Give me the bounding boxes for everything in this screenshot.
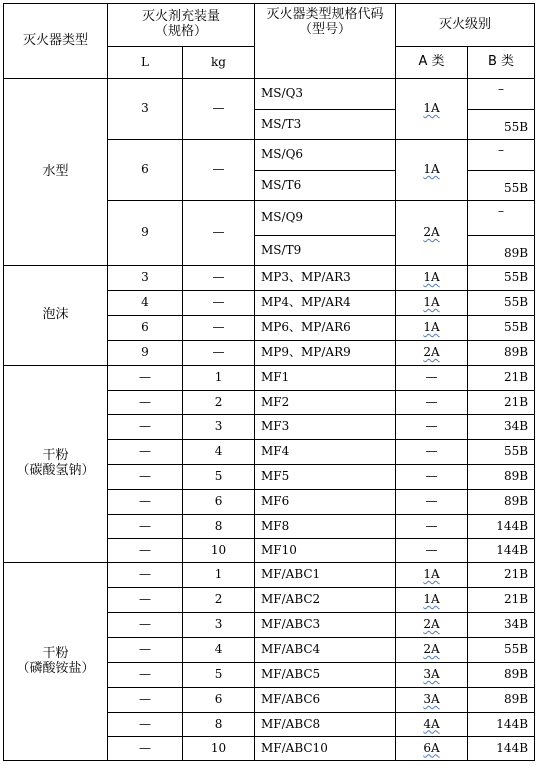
cell-kg: —: [183, 316, 255, 341]
cell-l: —: [108, 515, 183, 539]
cell-code: MF10: [255, 539, 396, 563]
cell-class-b: 144B: [468, 515, 535, 539]
cell-class-b: –: [468, 201, 535, 236]
cell-class-b: 21B: [468, 588, 535, 613]
extinguisher-table: [3, 3, 535, 761]
cell-class-a-text: 2A: [423, 617, 440, 632]
cell-l: —: [108, 638, 183, 663]
cell-l: 6: [108, 140, 183, 201]
cell-class-a-text: 6A: [423, 740, 440, 755]
cell-class-b: 55B: [468, 316, 535, 341]
cell-class-a: —: [396, 515, 468, 539]
cell-class-b: –: [468, 79, 535, 110]
cell-class-b: 34B: [468, 613, 535, 638]
cell-l: 9: [108, 201, 183, 266]
cell-class-a-text: 1A: [423, 270, 440, 285]
cell-class-b: 89B: [468, 688, 535, 713]
cell-l: 6: [108, 316, 183, 341]
cell-code: MS/Q9: [255, 201, 396, 236]
cell-class-b: 21B: [468, 391, 535, 415]
cell-class-a-text: 1A: [423, 295, 440, 310]
cell-kg: —: [183, 341, 255, 366]
header-code-title: 灭火器类型规格代码: [266, 7, 384, 22]
cell-kg: 2: [183, 588, 255, 613]
cell-l: 9: [108, 341, 183, 366]
cell-kg: 6: [183, 490, 255, 515]
cell-l: 4: [108, 291, 183, 316]
cell-class-b: 144B: [468, 539, 535, 563]
cell-code: MF2: [255, 391, 396, 415]
cell-code: MF/ABC2: [255, 588, 396, 613]
cell-class-a-text: 1A: [423, 101, 440, 116]
cell-class-a-text: 3A: [423, 692, 440, 707]
cell-code: MF/ABC6: [255, 688, 396, 713]
header-unit-kg: kg: [183, 47, 255, 79]
cell-class-a: [396, 266, 468, 291]
cell-code: MF6: [255, 490, 396, 515]
header-unit-l: L: [108, 47, 183, 79]
cell-l: 3: [108, 79, 183, 140]
cell-class-a: —: [396, 465, 468, 490]
cell-code: MP9、MP/AR9: [255, 341, 396, 366]
category-powder-bc-line-1: 干粉: [42, 448, 69, 464]
cell-kg: 4: [183, 440, 255, 465]
cell-l: —: [108, 737, 183, 761]
cell-class-a: —: [396, 490, 468, 515]
cell-class-a-text: 2A: [423, 642, 440, 657]
category-foam: 泡沫: [4, 266, 108, 366]
cell-kg: 4: [183, 638, 255, 663]
cell-class-a-text: 2A: [423, 225, 440, 240]
cell-l: 3: [108, 266, 183, 291]
cell-class-b: 21B: [468, 563, 535, 588]
cell-class-a-text: 1A: [423, 320, 440, 335]
cell-code: MF/ABC10: [255, 737, 396, 761]
cell-class-b: 55B: [468, 440, 535, 465]
cell-class-a: —: [396, 440, 468, 465]
cell-class-a: —: [396, 391, 468, 415]
cell-code: MF5: [255, 465, 396, 490]
table-row: [4, 79, 535, 110]
cell-code: MF8: [255, 515, 396, 539]
cell-class-a-text: 1A: [423, 567, 440, 582]
header-class-a: A 类: [396, 47, 468, 79]
cell-kg: 10: [183, 737, 255, 761]
header-row-1: [4, 4, 535, 47]
cell-class-b: 55B: [468, 266, 535, 291]
cell-code: MS/Q3: [255, 79, 396, 110]
category-powder-abc: [4, 563, 108, 761]
cell-kg: 5: [183, 663, 255, 688]
cell-l: —: [108, 366, 183, 391]
cell-class-a: [396, 291, 468, 316]
cell-l: —: [108, 415, 183, 440]
cell-class-b: 55B: [468, 638, 535, 663]
cell-l: —: [108, 391, 183, 415]
cell-code: MP4、MP/AR4: [255, 291, 396, 316]
cell-code: MF/ABC8: [255, 713, 396, 737]
cell-class-a: [396, 688, 468, 713]
cell-code: MF/ABC5: [255, 663, 396, 688]
cell-class-a: —: [396, 415, 468, 440]
cell-kg: —: [183, 140, 255, 201]
cell-class-b: 55B: [468, 171, 535, 201]
category-powder-bc: [4, 366, 108, 563]
cell-class-b: –: [468, 140, 535, 171]
cell-l: —: [108, 563, 183, 588]
cell-class-a: —: [396, 539, 468, 563]
cell-code: MF/ABC1: [255, 563, 396, 588]
header-code-sub: （型号）: [299, 21, 352, 37]
cell-l: —: [108, 490, 183, 515]
cell-class-a: [396, 140, 468, 201]
category-powder-abc-line-1: 干粉: [42, 645, 69, 661]
cell-kg: —: [183, 291, 255, 316]
cell-class-b: 21B: [468, 366, 535, 391]
cell-class-b: 34B: [468, 415, 535, 440]
cell-class-a: [396, 638, 468, 663]
cell-code: MF3: [255, 415, 396, 440]
header-fill-amount: [108, 4, 255, 47]
cell-code: MF/ABC4: [255, 638, 396, 663]
header-class-b: B 类: [468, 47, 535, 79]
category-powder-bc-line-2: （碳酸氢钠）: [16, 463, 95, 478]
cell-l: —: [108, 688, 183, 713]
table-row: [4, 366, 535, 391]
cell-code: MF4: [255, 440, 396, 465]
header-fill-amount-title: 灭火剂充装量: [142, 9, 221, 25]
cell-kg: 1: [183, 366, 255, 391]
cell-class-a-text: 3A: [423, 667, 440, 682]
cell-kg: 1: [183, 563, 255, 588]
cell-class-a: [396, 341, 468, 366]
cell-class-a: [396, 316, 468, 341]
cell-class-a: [396, 201, 468, 266]
cell-code: MS/T3: [255, 110, 396, 140]
cell-class-a-text: 1A: [423, 592, 440, 607]
header-fill-spec: （规格）: [155, 24, 208, 39]
cell-kg: 3: [183, 613, 255, 638]
cell-l: —: [108, 588, 183, 613]
cell-class-b: 89B: [468, 465, 535, 490]
cell-l: —: [108, 465, 183, 490]
header-type: 灭火器类型: [4, 4, 108, 79]
cell-l: —: [108, 613, 183, 638]
cell-code: MP6、MP/AR6: [255, 316, 396, 341]
cell-l: —: [108, 663, 183, 688]
cell-l: —: [108, 539, 183, 563]
cell-code: MF/ABC3: [255, 613, 396, 638]
cell-kg: —: [183, 79, 255, 140]
cell-l: —: [108, 713, 183, 737]
cell-class-a: [396, 79, 468, 140]
cell-code: MS/T6: [255, 171, 396, 201]
cell-class-b: 144B: [468, 713, 535, 737]
cell-class-b: 89B: [468, 236, 535, 266]
cell-class-a: [396, 563, 468, 588]
cell-code: MP3、MP/AR3: [255, 266, 396, 291]
cell-class-a: —: [396, 366, 468, 391]
table-body: [4, 79, 535, 761]
cell-class-a: [396, 713, 468, 737]
cell-kg: 2: [183, 391, 255, 415]
cell-class-b: 89B: [468, 341, 535, 366]
cell-class-a-text: 1A: [423, 162, 440, 177]
cell-class-b: 89B: [468, 663, 535, 688]
table-row: [4, 563, 535, 588]
cell-class-a: [396, 663, 468, 688]
cell-class-a-text: 4A: [423, 716, 440, 731]
cell-kg: —: [183, 266, 255, 291]
cell-kg: —: [183, 201, 255, 266]
cell-code: MS/Q6: [255, 140, 396, 171]
category-powder-abc-line-2: （磷酸铵盐）: [16, 660, 95, 676]
cell-class-a: [396, 588, 468, 613]
cell-class-b: 55B: [468, 291, 535, 316]
cell-class-a: [396, 613, 468, 638]
cell-class-b: 89B: [468, 490, 535, 515]
cell-class-b: 55B: [468, 110, 535, 140]
cell-code: MF1: [255, 366, 396, 391]
cell-kg: 3: [183, 415, 255, 440]
table-row: [4, 266, 535, 291]
cell-class-a: [396, 737, 468, 761]
category-water: 水型: [4, 79, 108, 266]
header-code: [255, 4, 396, 79]
cell-code: MS/T9: [255, 236, 396, 266]
cell-kg: 6: [183, 688, 255, 713]
cell-kg: 10: [183, 539, 255, 563]
cell-kg: 8: [183, 515, 255, 539]
cell-class-a-text: 2A: [423, 345, 440, 360]
header-rating: 灭火级别: [396, 4, 535, 47]
cell-kg: 5: [183, 465, 255, 490]
cell-class-b: 144B: [468, 737, 535, 761]
cell-l: —: [108, 440, 183, 465]
cell-kg: 8: [183, 713, 255, 737]
